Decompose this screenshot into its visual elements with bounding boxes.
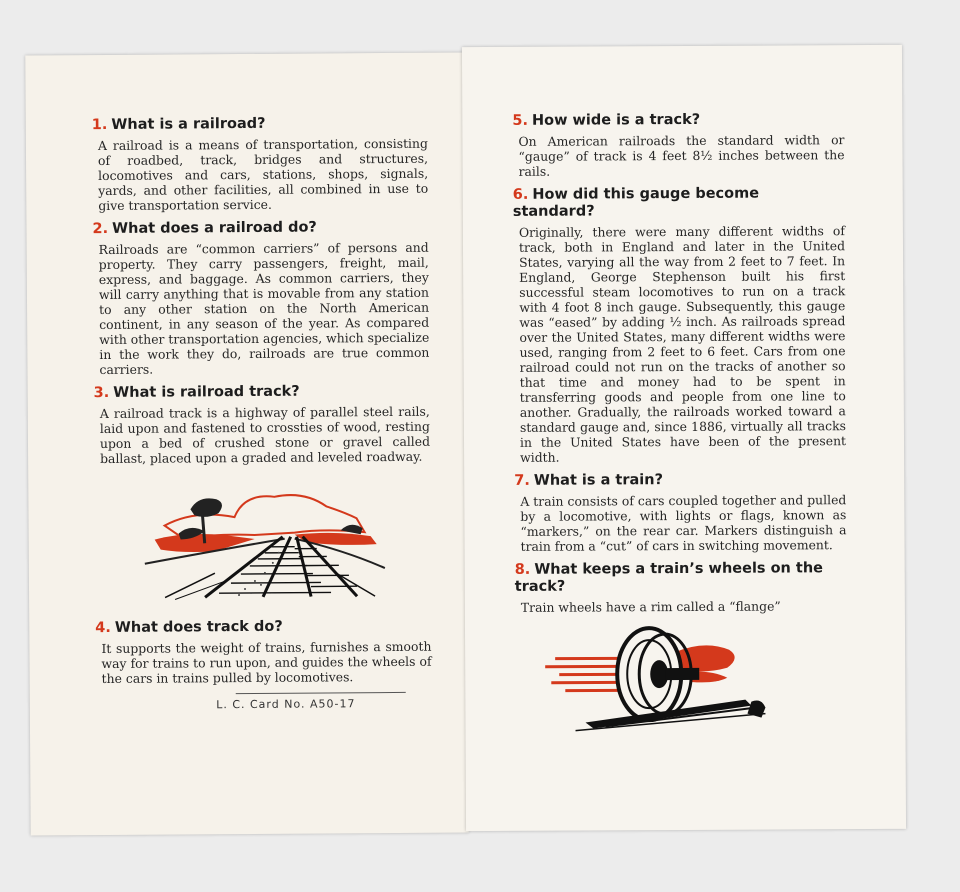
left-page-content bbox=[92, 115, 432, 712]
answer-text: Originally, there were many different widths of track, both in England and later in the United States, varying all the way from 2 feet to 7 feet. In England, George Stephenson built his first successful steam locomotives to run on a track with 4 foot 8 inch gauge. Subsequently, this gauge was “eased” by adding ½ inch. As railroads spread over the United States, many different widths were used, ranging from 2 feet to 6 feet. Cars from one railroad could not run on the tracks of another so that time and money had to be spent in transferring goods and people from one line to another. Gradually, the railroads worked toward a standard gauge and, since 1886, virtually all tracks in the United States have been of the present width. bbox=[518, 223, 847, 465]
question-heading bbox=[514, 471, 846, 490]
question-8 bbox=[515, 560, 847, 615]
answer-text: A railroad track is a highway of parallel steel rails, laid upon and fastened to crossties of wood, resting upon a bed of crushed stone or gravel called ballast, placed upon a graded and leveled roadway. bbox=[99, 403, 431, 467]
answer-text: It supports the weight of trains, furnishes a smooth way for trains to run upon, and guides the wheels of the cars in trains pulled by locomotives. bbox=[101, 638, 432, 687]
question-3 bbox=[94, 383, 431, 466]
answer-text: A railroad is a means of transportation, consisting of roadbed, track, bridges and structures, locomotives and cars, stations, shops, signals, yards, and other facilities, all combined in use to give transportation service. bbox=[97, 135, 429, 214]
question-number: 8. bbox=[514, 561, 531, 578]
question-title: What is a railroad? bbox=[111, 115, 266, 133]
question-heading bbox=[515, 560, 847, 596]
wheel-on-rail-illustration bbox=[515, 621, 848, 733]
right-page-content bbox=[512, 111, 847, 733]
answer-text: Railroads are “common carriers” of persons and property. They carry passengers, freight, mail, express, and baggage. As common carriers, they will carry anything that is movable from any station to any other station on the North American continent, in any season of the year. As compared with other transportation agencies, which specialize in the work they do, railroads are true common carriers. bbox=[98, 239, 430, 378]
question-4 bbox=[95, 618, 431, 686]
question-heading bbox=[92, 219, 428, 238]
question-7 bbox=[514, 471, 846, 554]
question-heading bbox=[95, 618, 431, 637]
question-title: What does a railroad do? bbox=[112, 219, 317, 237]
question-number: 7. bbox=[514, 472, 530, 489]
question-number: 4. bbox=[95, 619, 111, 637]
question-title: What does track do? bbox=[114, 618, 283, 636]
question-1 bbox=[92, 115, 429, 213]
answer-text: On American railroads the standard width or “gauge” of track is 4 feet 8½ inches between the rails. bbox=[518, 132, 845, 179]
answer-text: A train consists of cars coupled together and pulled by a locomotive, with lights or flags, known as “markers,” on the rear car. Markers distinguish a train from a “cut” of cars in switching movement. bbox=[520, 492, 847, 554]
question-heading bbox=[513, 185, 845, 221]
question-number: 5. bbox=[512, 112, 528, 129]
question-2 bbox=[92, 219, 429, 377]
question-title: How wide is a track? bbox=[531, 111, 701, 129]
footer-rule bbox=[236, 692, 406, 694]
question-title: How did this gauge become standard? bbox=[512, 185, 760, 220]
right-page bbox=[462, 45, 906, 831]
question-6 bbox=[513, 185, 846, 465]
question-number: 1. bbox=[91, 116, 108, 134]
question-title: What is railroad track? bbox=[113, 383, 300, 401]
answer-text: Train wheels have a rim called a “flange” bbox=[520, 598, 781, 615]
question-number: 2. bbox=[92, 220, 109, 238]
question-title: What is a train? bbox=[533, 472, 664, 489]
question-number: 6. bbox=[512, 186, 529, 203]
card-number: L. C. Card No. A50-17 bbox=[216, 697, 356, 712]
question-5 bbox=[512, 111, 844, 179]
railroad-track-illustration bbox=[94, 472, 431, 604]
question-heading bbox=[94, 383, 430, 402]
question-number: 3. bbox=[93, 384, 110, 402]
left-page bbox=[25, 52, 468, 835]
question-title: What keeps a train’s wheels on the track? bbox=[514, 560, 824, 595]
question-heading bbox=[92, 115, 428, 134]
question-heading bbox=[512, 111, 844, 130]
